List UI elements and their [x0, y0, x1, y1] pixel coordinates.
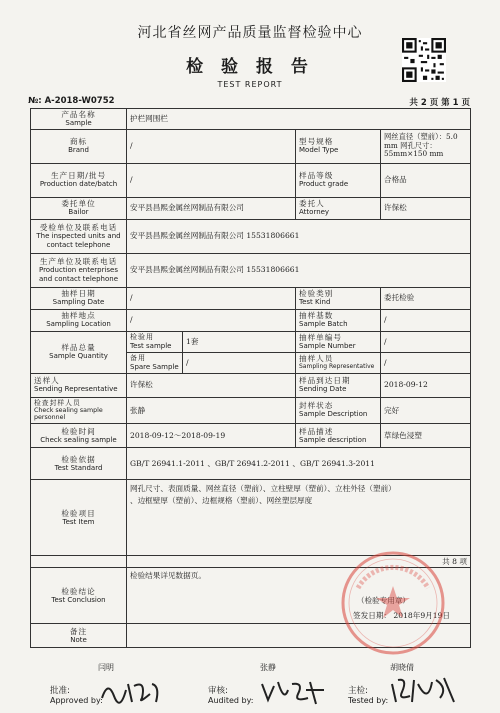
label-sample-number: 抽样单编号 Sample Number [296, 331, 381, 352]
value-sample-number: / [381, 331, 471, 352]
value-test-sample: 1套 [183, 331, 296, 352]
value-bailor: 安平县昌熙金属丝网制品有限公司 [127, 197, 296, 219]
label-conclusion: 检验结论 Test Conclusion [31, 567, 127, 623]
test-item-line-1: 网孔尺寸、表面质量、网丝直径（塑前）、立柱壁厚（塑前）、立柱外径（塑前） [130, 483, 396, 493]
test-item-count: 共 8 项 [127, 555, 471, 567]
value-test-kind: 委托检验 [381, 287, 471, 309]
label-sampling-date: 抽样日期 Sampling Date [31, 287, 127, 309]
approved-by: 批准: Approved by: [50, 686, 103, 705]
label-sending-rep: 送样人 Sending Representative [31, 373, 127, 397]
label-sample: 产品名称 Sample [31, 109, 127, 130]
value-sample-description: 草绿色浸塑 [381, 423, 471, 447]
label-production-date: 生产日期/批号 Production date/batch [31, 163, 127, 197]
label-sample-batch: 抽样基数 Sample Batch [296, 309, 381, 331]
test-item-line-2: 、边框壁厚（塑前）、边框规格（塑前）、网丝塑层厚度 [130, 495, 313, 505]
label-check-personnel: 检查封样人员 Check sealing sample personnel [31, 397, 127, 423]
label-spare-sample: 备用 Spare Sample [127, 352, 183, 373]
label-inspected-units: 受检单位及联系电话 The inspected units and contact telephone [31, 219, 127, 253]
value-brand: / [127, 129, 296, 163]
label-note: 备注 Note [31, 623, 127, 647]
label-product-grade: 样品等级 Product grade [296, 163, 381, 197]
value-production-enterprises: 安平县昌熙金属丝网制品有限公司 15531806661 [127, 253, 471, 287]
report-title: 检 验 报 告 [186, 57, 314, 77]
value-sending-rep: 许保松 [127, 373, 296, 397]
conclusion-text: 检验结果详见数据页。 [130, 570, 206, 580]
label-sending-date: 样品到达日期 Sending Date [296, 373, 381, 397]
tested-by: 主检: Tested by: [348, 686, 389, 705]
tester-signature [388, 674, 460, 706]
approver-name: 闫明 [98, 663, 114, 672]
value-spare-sample: / [183, 352, 296, 373]
value-sampling-rep: / [381, 352, 471, 373]
report-subtitle: TEST REPORT [217, 80, 283, 89]
label-seal-status: 封样状态 Sample Description [296, 397, 381, 423]
label-test-item: 检验项目 Test Item [31, 479, 127, 555]
label-bailor: 委托单位 Bailor [31, 197, 127, 219]
value-model: 网丝直径（塑前）：5.0 mm 网孔尺寸：55mm×150 mm [381, 129, 471, 163]
report-number: №: A-2018-W0752 [28, 96, 115, 106]
page-count: 共 2 页 第 1 页 [409, 98, 470, 108]
value-sampling-date: / [127, 287, 296, 309]
label-brand: 商标 Brand [31, 129, 127, 163]
value-sending-date: 2018-09-12 [381, 373, 471, 397]
label-test-item-spacer [31, 555, 127, 567]
label-sampling-rep: 抽样人员 Sampling Representative [296, 352, 381, 373]
label-production-enterprises: 生产单位及联系电话 Production enterprises and contact telephone [31, 253, 127, 287]
value-test-item [127, 479, 471, 555]
auditor-name: 张静 [260, 663, 276, 672]
value-inspected-units: 安平县昌熙金属丝网制品有限公司 15531806661 [127, 219, 471, 253]
value-sample-batch: / [381, 309, 471, 331]
value-production-date: / [127, 163, 296, 197]
value-product-grade: 合格品 [381, 163, 471, 197]
label-sample-quantity: 样品总量 Sample Quantity [31, 331, 127, 373]
auditor-signature [258, 676, 328, 706]
audited-by: 审核: Audited by: [208, 686, 254, 705]
label-test-kind: 检验类别 Test Kind [296, 287, 381, 309]
label-check-time: 检验时间 Check sealing sample [31, 423, 127, 447]
red-seal-stamp [338, 548, 451, 658]
issue-date: 签发日期： 2018年9月19日 [353, 610, 451, 620]
value-test-standard: GB/T 26941.1-2011 、GB/T 26941.2-2011 、GB/T 26941.3-2011 [127, 447, 471, 479]
approver-signature [98, 676, 168, 706]
qr-code-icon [402, 38, 446, 82]
label-model: 型号规格 Model Type [296, 129, 381, 163]
organization-title: 河北省丝网产品质量监督检验中心 [137, 25, 363, 41]
tester-name: 胡晓倩 [390, 663, 414, 672]
label-sampling-location: 抽样地点 Sampling Location [31, 309, 127, 331]
label-test-standard: 检验依据 Test Standard [31, 447, 127, 479]
label-attorney: 委托人 Attorney [296, 197, 381, 219]
value-sampling-location: / [127, 309, 296, 331]
value-attorney: 许保松 [381, 197, 471, 219]
label-sample-description: 样品描述 Sample description [296, 423, 381, 447]
signature-row [30, 684, 470, 708]
value-seal-status: 完好 [381, 397, 471, 423]
value-check-personnel: 张静 [127, 397, 296, 423]
value-sample: 护栏网围栏 [127, 109, 471, 130]
label-test-sample: 检验用 Test sample [127, 331, 183, 352]
value-check-time: 2018-09-12～2018-09-19 [127, 423, 296, 447]
stamp-label: （检验专用章） [356, 595, 411, 605]
